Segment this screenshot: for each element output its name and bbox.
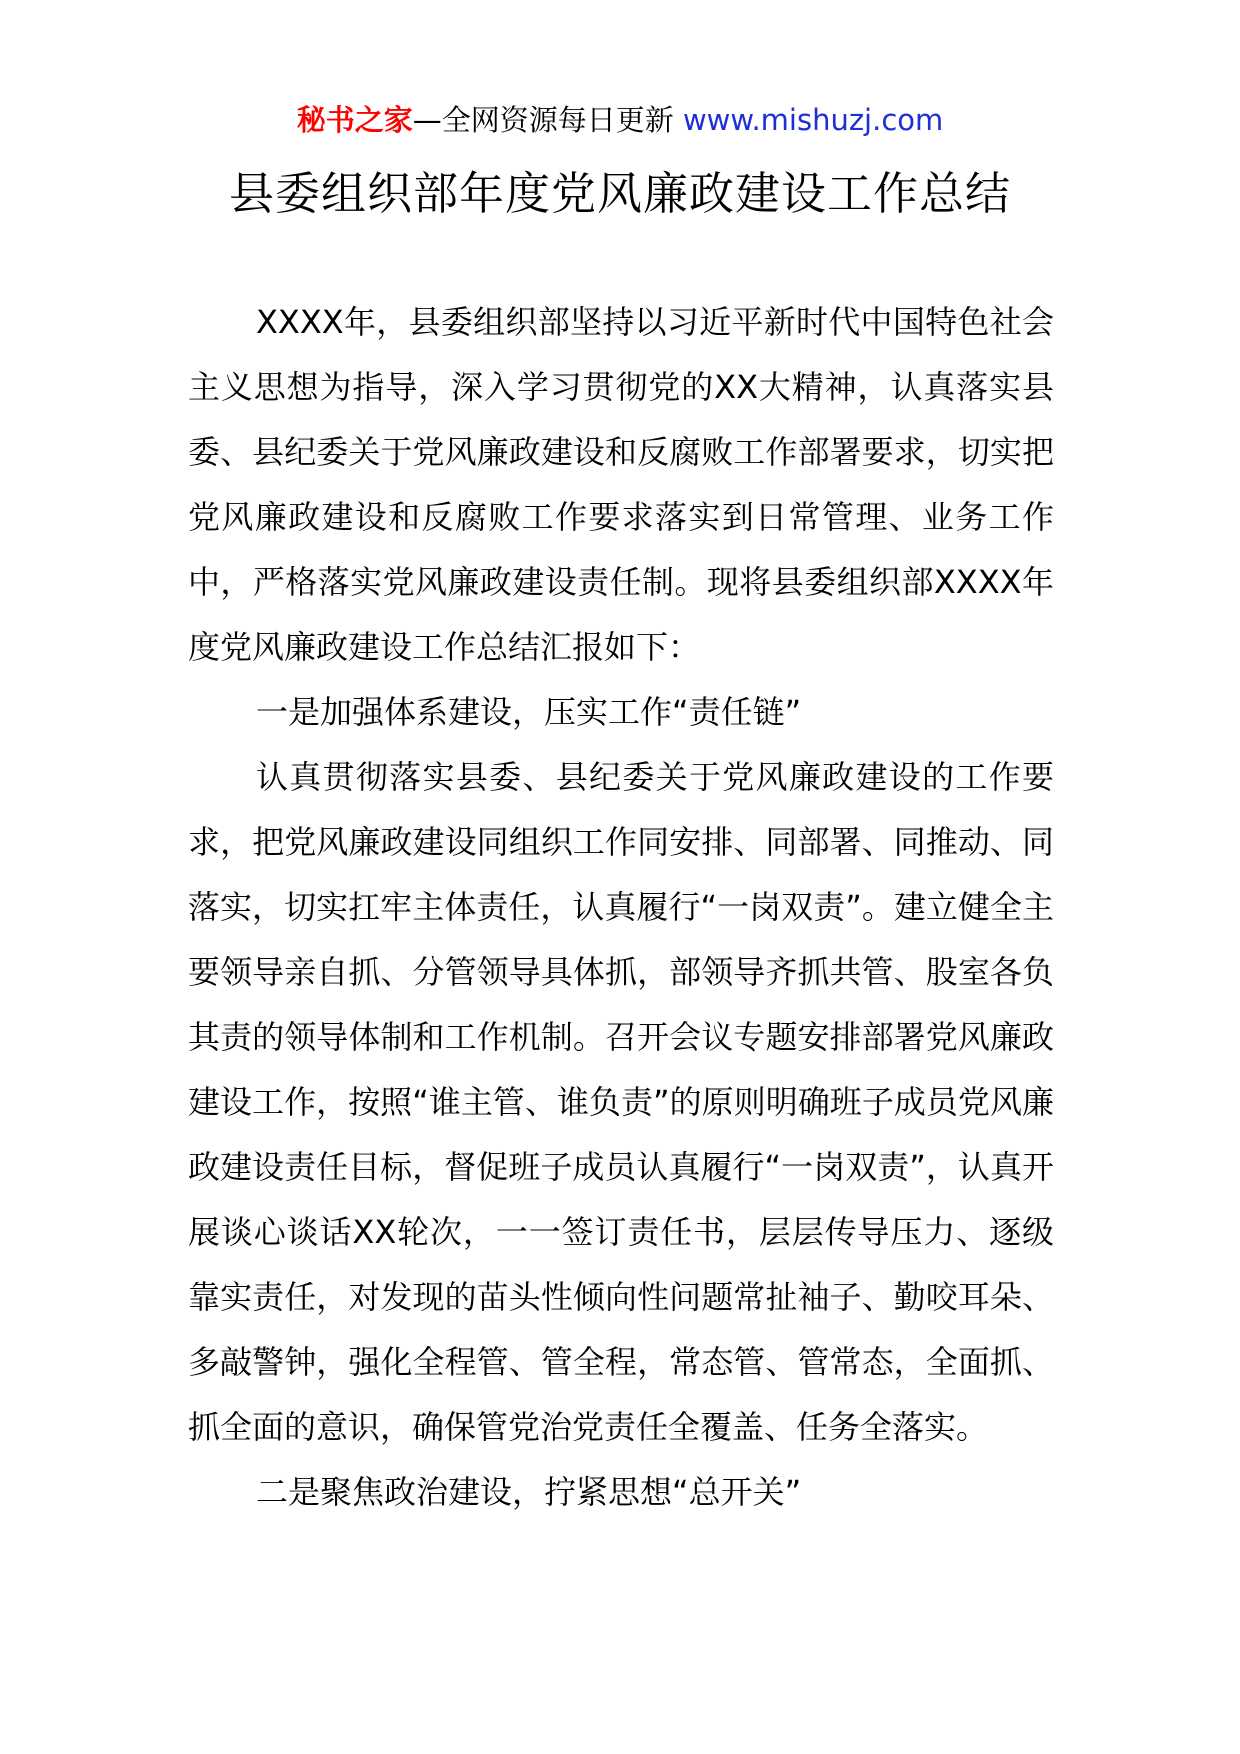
document-title: 县委组织部年度党风廉政建设工作总结 xyxy=(228,167,1011,220)
intro-paragraph: XXXX年，县委组织部坚持以习近平新时代中国特色社会主义思想为指导，深入学习贯彻党的XX大精神，认真落实县委、县纪委关于党风廉政建设和反腐败工作部署要求，切实把党风廉政建设和反腐败工作要求落实到日常管理、业务工作中，严格落实党风廉政建设责任制。现将县委组织部XXXX年度党风廉政建设工作总结汇报如下： xyxy=(188,303,1054,666)
brand-name: 秘书之家 xyxy=(296,103,413,137)
section-heading-2: 二是聚焦政治建设，拧紧思想“总开关” xyxy=(256,1473,802,1511)
site-url: www.mishuzj.com xyxy=(682,103,944,137)
section-heading-1: 一是加强体系建设，压实工作“责任链” xyxy=(256,693,802,731)
site-tagline: —全网资源每日更新 xyxy=(412,103,674,137)
document-body xyxy=(188,290,1054,1525)
section-1-paragraph: 认真贯彻落实县委、县纪委关于党风廉政建设的工作要求，把党风廉政建设同组织工作同安排、同部署、同推动、同落实，切实扛牢主体责任，认真履行“一岗双责”。建立健全主要领导亲自抓、分管领导具体抓，部领导齐抓共管、股室各负其责的领导体制和工作机制。召开会议专题安排部署党风廉政建设工作，按照“谁主管、谁负责”的原则明确班子成员党风廉政建设责任目标，督促班子成员认真履行“一岗双责”，认真开展谈心谈话XX轮次，一一签订责任书，层层传导压力、逐级靠实责任，对发现的苗头性倾向性问题常扯袖子、勤咬耳朵、多敲警钟，强化全程管、管全程，常态管、管常态，全面抓、抓全面的意识，确保管党治党责任全覆盖、任务全落实。 xyxy=(188,758,1054,1446)
site-header xyxy=(0,100,1240,140)
